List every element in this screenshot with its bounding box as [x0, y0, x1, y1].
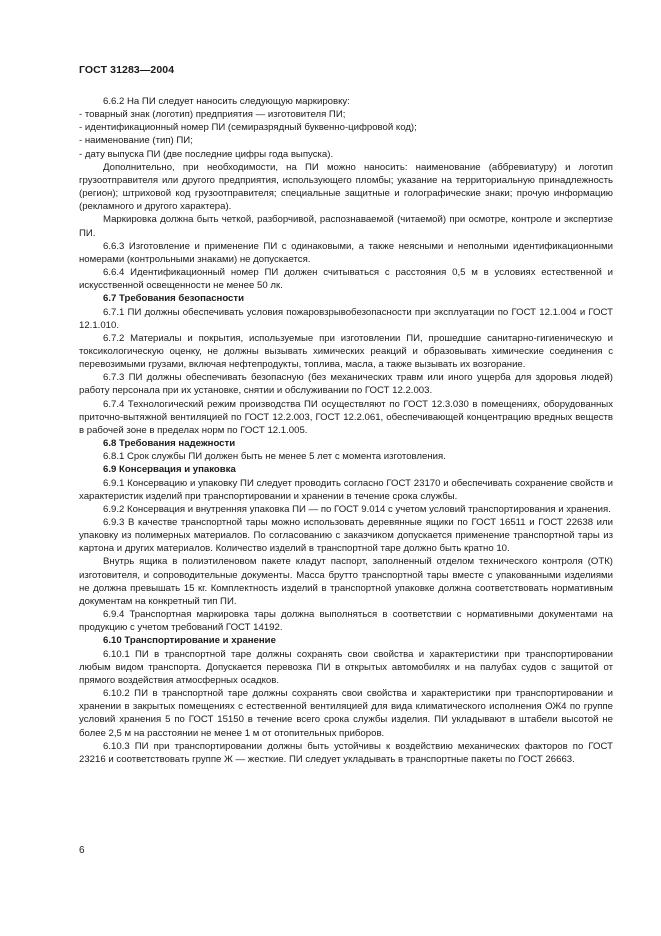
list-item: - наименование (тип) ПИ; — [79, 135, 193, 147]
list-item: - товарный знак (логотип) предприятия — изготовителя ПИ; — [79, 109, 346, 121]
document-body — [79, 95, 613, 766]
section-heading: 6.8 Требования надежности — [103, 438, 236, 450]
list-item: - идентификационный номер ПИ (семиразрядный буквенно-цифровой код); — [79, 122, 417, 134]
paragraph: 6.7.1 ПИ должны обеспечивать условия пожаровзрывобезопасности при эксплуатации по ГОСТ 12.1.004 и ГОСТ 12.1.010. — [79, 306, 613, 331]
paragraph: 6.9.1 Консервацию и упаковку ПИ следует проводить согласно ГОСТ 23170 и обеспечивать сохранение свойств и характеристик изделий при транспортировании и хранении в течение срока службы. — [79, 477, 613, 502]
paragraph: 6.7.2 Материалы и покрытия, используемые при изготовлении ПИ, прошедшие санитарно-гигиеническую и токсикологическую оценку, не должны вызывать химических реакций и образовывать химические соединения с перевозимыми грузами, включая нефтепродукты, топлива, масла, а также вызывать их возгорание. — [79, 332, 613, 371]
section-heading: 6.10 Транспортирование и хранение — [103, 635, 276, 647]
paragraph: 6.9.4 Транспортная маркировка тары должна выполняться в соответствии с нормативными документами на продукцию с учетом требований ГОСТ 14192. — [79, 609, 613, 634]
paragraph: 6.10.1 ПИ в транспортной таре должны сохранять свои свойства и характеристики при транспортировании любым видом транспорта. Допускается перевозка ПИ в открытых автомобилях и на палубах судов с защитой от прямого воздействия атмосферных осадков. — [79, 648, 613, 686]
document-header: ГОСТ 31283—2004 — [79, 64, 175, 76]
paragraph: 6.8.1 Срок службы ПИ должен быть не менее 5 лет с момента изготовления. — [103, 451, 446, 463]
paragraph: 6.9.2 Консервация и внутренняя упаковка ПИ — по ГОСТ 9.014 с учетом условий транспортирования и хранения. — [103, 503, 611, 515]
list-item: - дату выпуска ПИ (две последние цифры года выпуска). — [79, 148, 334, 160]
paragraph: 6.7.3 ПИ должны обеспечивать безопасную (без механических травм или иного ущерба для здоровья людей) работу персонала при их установке, снятии и обслуживании по ГОСТ 12.2.003. — [79, 372, 613, 397]
paragraph: 6.6.3 Изготовление и применение ПИ с одинаковыми, а также неясными и неполными идентификационными номерами (контрольными знаками) не допускается. — [79, 240, 613, 265]
page-number: 6 — [79, 845, 85, 856]
paragraph: Маркировка должна быть четкой, разборчивой, распознаваемой (читаемой) при осмотре, контроле и экспертизе ПИ. — [79, 214, 613, 239]
section-heading: 6.9 Консервация и упаковка — [103, 464, 236, 476]
paragraph: Дополнительно, при необходимости, на ПИ можно наносить: наименование (аббревиатуру) и логотип грузоотправителя или другого предприятия, использующего пломбы; указание на территориальную принадлежность (регион); штриховой код грузоотправителя; специальные защитные и голографические знаки; прочую информацию (рекламного и другого характера). — [79, 161, 613, 213]
section-heading: 6.7 Требования безопасности — [103, 293, 244, 305]
paragraph: 6.9.3 В качестве транспортной тары можно использовать деревянные ящики по ГОСТ 16511 и ГОСТ 22638 или упаковку из полимерных материалов. По согласованию с заказчиком допускается применение транспортной тары из картона и других материалов. Количество изделий в транспортной таре должно быть кратно 10. — [79, 517, 613, 555]
paragraph: 6.7.4 Технологический режим производства ПИ осуществляют по ГОСТ 12.3.030 в помещениях, оборудованных приточно-вытяжной вентиляцией по ГОСТ 12.2.003, ГОСТ 12.2.061, обеспечивающей концентрацию вредных веществ в рабочей зоне в пределах норм по ГОСТ 12.1.005. — [79, 398, 613, 436]
paragraph: 6.6.4 Идентификационный номер ПИ должен считываться с расстояния 0,5 м в условиях естественной и искусственной освещенности не менее 50 лк. — [79, 267, 613, 292]
paragraph: 6.10.2 ПИ в транспортной таре должны сохранять свои свойства и характеристики при транспортировании и хранении в закрытых помещениях с естественной вентиляцией для вида климатического исполнения ОЖ4 по группе условий хранения 5 по ГОСТ 15150 в течение всего срока службы изделия. ПИ укладывают в штабели высотой не более 2,5 м на расстоянии не менее 1 м от отопительных приборов. — [79, 688, 613, 739]
paragraph: 6.6.2 На ПИ следует наносить следующую маркировку: — [103, 96, 350, 107]
paragraph: 6.10.3 ПИ при транспортировании должны быть устойчивы к воздействию механических факторов по ГОСТ 23216 и соответствовать группе Ж — жесткие. ПИ следует укладывать в транспортные пакеты по ГОСТ 26663. — [79, 740, 613, 765]
paragraph: Внутрь ящика в полиэтиленовом пакете кладут паспорт, заполненный отделом технического контроля (ОТК) изготовителя, и сопроводительные документы. Масса брутто транспортной тары вместе с упакованными изделиями не должна превышать 15 кг. Комплектность изделий в транспортной упаковке должна соответствовать нормативным документам на конкретный тип ПИ. — [79, 556, 613, 607]
